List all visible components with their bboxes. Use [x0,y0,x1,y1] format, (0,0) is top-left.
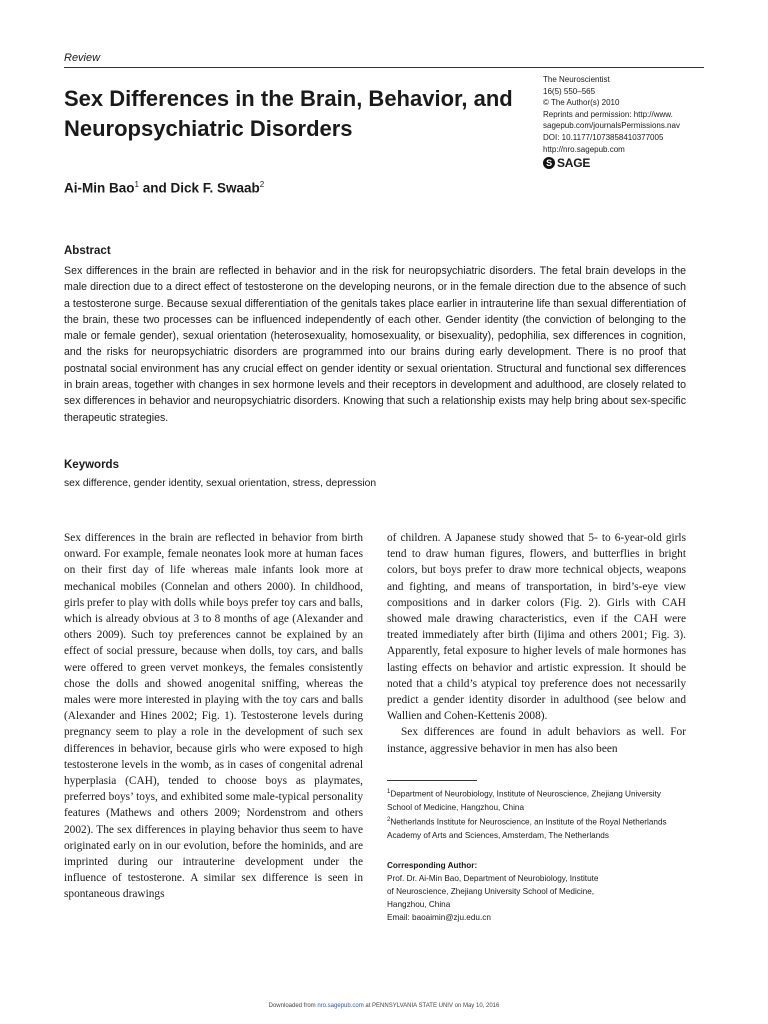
author-name: Ai-Min Bao [64,180,135,196]
affiliation-text: Netherlands Institute for Neuroscience, an Institute of the Royal Netherlands Academy of Arts and Sciences, Amsterdam, The Netherlands [387,817,667,840]
section-label: Review [64,52,101,64]
author-joiner: and [138,180,171,196]
affiliation-marker: 2 [387,816,391,823]
corresponding-line: of Neuroscience, Zhejiang University School of Medicine, [387,887,595,897]
body-column-right [387,530,686,757]
permissions-link[interactable]: sagepub.com/journalsPermissions.nav [543,121,680,131]
body-column-left [64,530,363,903]
sage-logo-icon: S [543,157,555,169]
sage-logo-text: SAGE [557,156,591,170]
body-paragraph: Sex differences are found in adult behaviors as well. For instance, aggressive behavior in men has also been [387,726,686,755]
reprints-line: Reprints and permission: http://www. [543,109,673,119]
affiliation-text: Department of Neurobiology, Institute of Neuroscience, Zhejiang University School of Medicine, Hangzhou, China [387,789,661,812]
abstract-heading: Abstract [64,245,111,257]
article-title: Sex Differences in the Brain, Behavior, and Neuropsychiatric Disorders [64,86,513,141]
journal-info [543,74,713,155]
keywords-text: sex difference, gender identity, sexual orientation, stress, depression [64,478,377,489]
corresponding-line: Hangzhou, China [387,900,451,910]
download-link[interactable]: nro.sagepub.com [317,1003,364,1009]
affiliations [387,786,686,842]
corresponding-line: Prof. Dr. Ai-Min Bao, Department of Neurobiology, Institute [387,874,599,884]
author-list [64,180,264,196]
download-notice [0,1003,768,1009]
doi[interactable]: DOI: 10.1177/1073858410377005 [543,132,664,142]
sage-logo [543,156,590,170]
journal-name: The Neuroscientist [543,75,610,84]
download-prefix: Downloaded from [268,1003,318,1009]
abstract-text: Sex differences in the brain are reflected in behavior and in the risk for neuropsychiatric disorders. The fetal brain develops in the male direction due to a direct effect of testosterone on the developing neurons, or in the female direction due to the absence of such a testosterone surge. Because sexual differentiation of the genitals takes place earlier in intrauterine life than sexual differentiation of the brain, these two processes can be influenced independently of each other. Gender identity (the conviction of belonging to the male or female gender), sexual orientation (heterosexuality, homosexuality, or bisexuality), pedophilia, sex differences in cognition, and the risks for neuropsychiatric disorders are programmed into our brains during early development. There is no proof that postnatal social environment has any crucial effect on gender identity or sexual orientation. Structural and functional sex differences in brain areas, together with changes in sex hormone levels and their receptors in development and adulthood, are closely related to sex differences in behavior and neuropsychiatric disorders. Knowing that such a relationship exists may help bring about sex-specific therapeutic strategies. [64,265,686,424]
affiliation-item [387,814,686,842]
author-name: Dick F. Swaab [170,180,260,196]
download-suffix: at PENNSYLVANIA STATE UNIV on May 10, 2016 [363,1003,500,1009]
affiliation-item [387,786,686,814]
section-divider [64,67,704,68]
corresponding-email[interactable]: Email: baoaimin@zju.edu.cn [387,913,491,923]
copyright: © The Author(s) 2010 [543,98,620,108]
body-paragraph: Sex differences in the brain are reflected in behavior from birth onward. For example, female neonates look more at human faces on their first day of life whereas male infants look more at mechanical mobiles (Connelan and others 2000). In childhood, girls prefer to play with dolls while boys prefer toy cars and balls, which is already obvious at 3 to 8 months of age (Alexander and others 2009). Such toy preferences cannot be explained by an effect of social pressure, because when dolls, toy cars, and balls were offered to green vervet monkeys, the females consistently chose the dolls and showed anogenital sniffing, whereas the males were more interested in playing with the toy cars and balls (Alexander and Hines 2002; Fig. 1). Testosterone levels during pregnancy seem to play a role in the development of such sex differences in behavior, because girls who were exposed to high testosterone levels in the womb, as in cases of congenital adrenal hyperplasia (CAH), tended to choose boys as playmates, preferred boys’ toys, and exhibited some male-typical personality features (Mathews and others 2009; Nordenstrom and others 2002). The sex differences in playing behavior thus seem to have originated early on in our evolution, before the hominids, and are imprinted during our intrauterine development under the influence of testosterone. A similar sex difference is seen in spontaneous drawings [64,532,363,901]
journal-volume: 16(5) 550–565 [543,86,596,96]
corresponding-heading: Corresponding Author: [387,861,478,870]
author-affiliation-marker: 1 [134,180,139,189]
corresponding-author [387,859,686,924]
body-paragraph: of children. A Japanese study showed that 5- to 6-year-old girls tend to draw human figures, flowers, and butterflies in bright colors, but boys prefer to draw more technical objects, weapons and fighting, and means of transportation, in bird’s-eye view compositions and in darker colors (Fig. 2). Girls with CAH showed male drawing characteristics, even if the CAH were treated immediately after birth (Iijima and others 2001; Fig. 3). Apparently, fetal exposure to higher levels of male hormones has lasting effects on behavior and artistic expression. It should be noted that a child’s atypical toy preference does not necessarily predict a gender identity disorder in adulthood (see below and Wallien and Cohen-Kettenis 2008). [387,532,686,723]
journal-url[interactable]: http://nro.sagepub.com [543,144,625,154]
author-affiliation-marker: 2 [259,180,265,189]
keywords-heading: Keywords [64,459,119,471]
footnote-divider [387,780,477,781]
affiliation-marker: 1 [387,789,391,795]
